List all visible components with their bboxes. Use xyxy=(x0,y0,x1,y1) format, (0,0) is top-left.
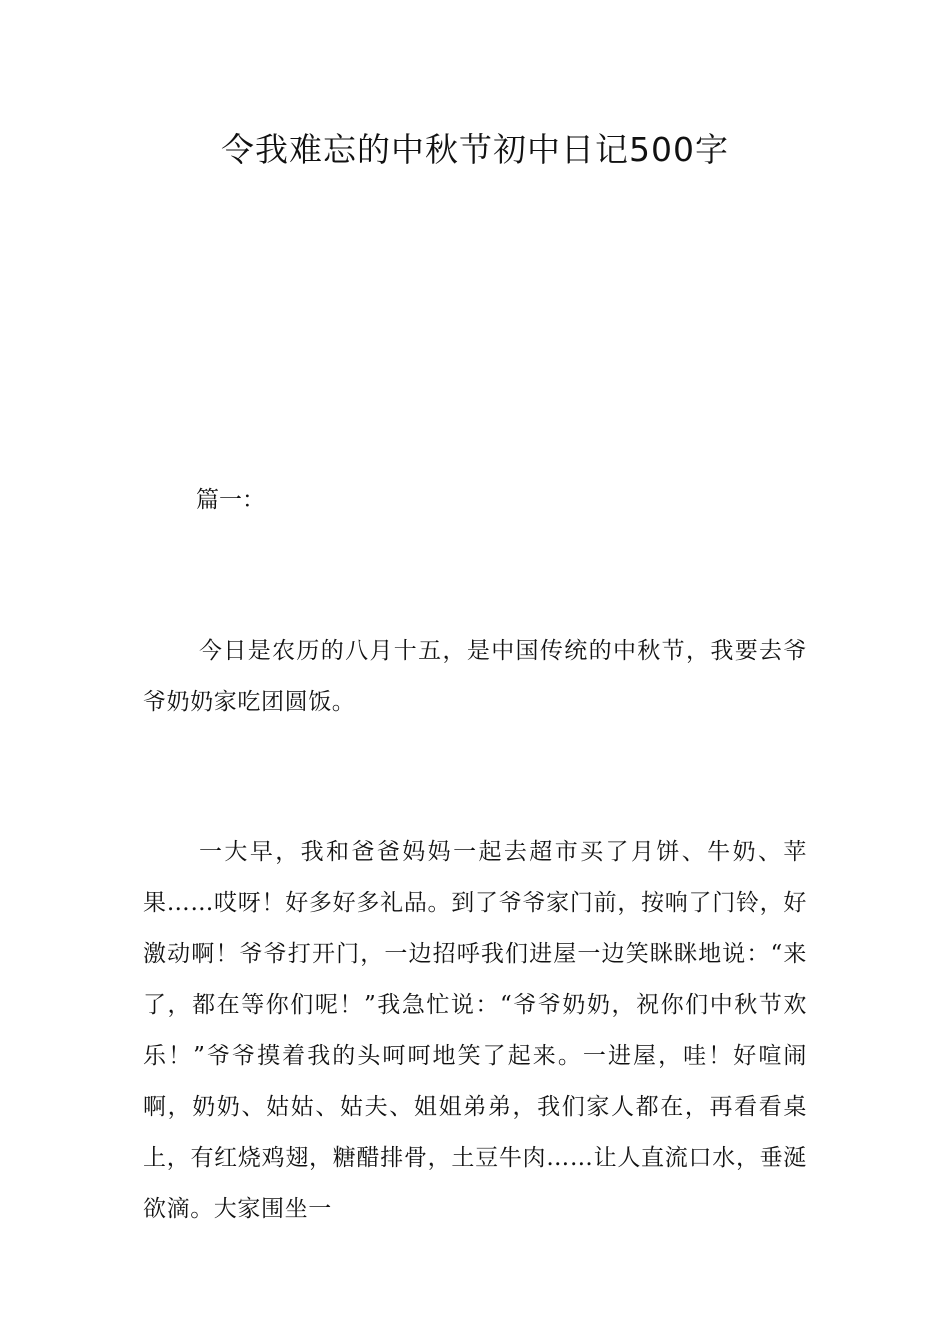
paragraph-2: 一大早，我和爸爸妈妈一起去超市买了月饼、牛奶、苹果……哎呀！好多好多礼品。到了爷爷家门前，按响了门铃，好激动啊！爷爷打开门，一边招呼我们进屋一边笑眯眯地说：“来了，都在等你们呢！”我急忙说：“爷爷奶奶，祝你们中秋节欢乐！”爷爷摸着我的头呵呵地笑了起来。一进屋，哇！好喧闹啊，奶奶、姑姑、姑夫、姐姐弟弟，我们家人都在，再看看桌上，有红烧鸡翅，糖醋排骨，土豆牛肉……让人直流口水，垂涎欲滴。大家围坐一 xyxy=(143,839,807,1222)
section-label: 篇一： xyxy=(196,487,265,513)
page-title: 令我难忘的中秋节初中日记500字 xyxy=(221,130,729,169)
paragraph-1: 今日是农历的八月十五，是中国传统的中秋节，我要去爷爷奶奶家吃团圆饭。 xyxy=(143,638,807,715)
